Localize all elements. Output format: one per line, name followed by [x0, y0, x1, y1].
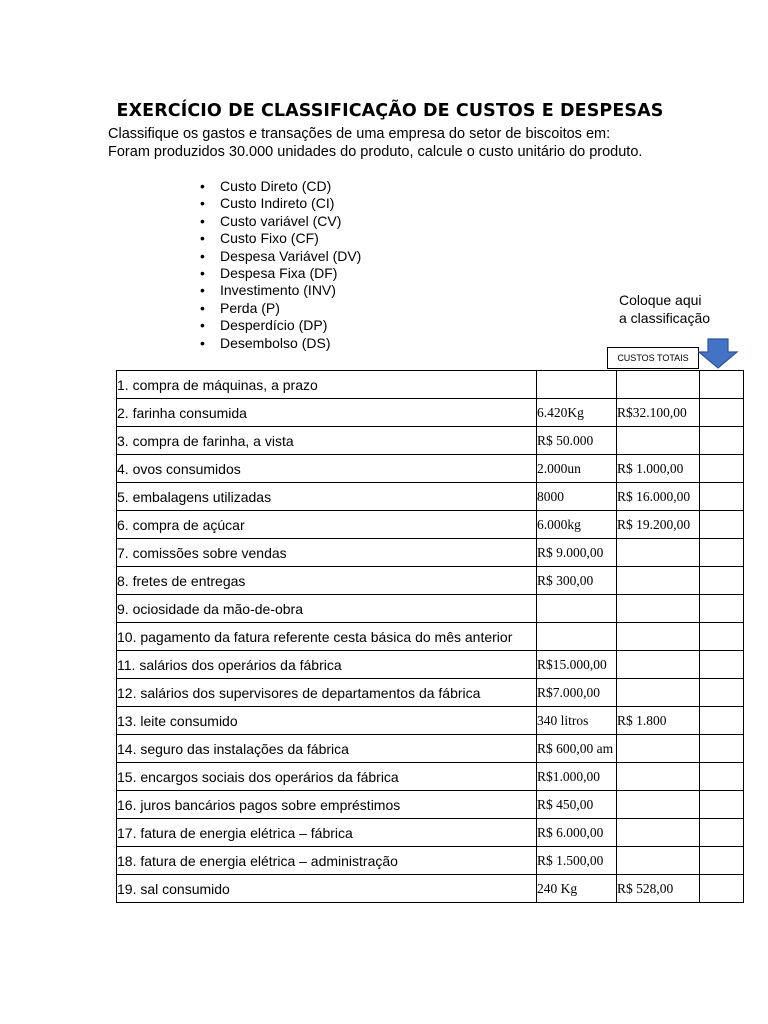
item-total-cost-text — [617, 860, 699, 861]
bullet-icon: • — [200, 230, 205, 247]
item-total-cost — [617, 399, 700, 427]
item-quantity — [537, 623, 617, 651]
table-row — [117, 567, 744, 595]
table-row — [117, 595, 744, 623]
item-total-cost — [617, 595, 700, 623]
classification-cell[interactable] — [700, 427, 744, 455]
table-row — [117, 511, 744, 539]
item-total-cost-text — [617, 580, 699, 581]
item-quantity-text: R$ 50.000 — [537, 433, 594, 448]
classification-cell[interactable] — [700, 679, 744, 707]
item-total-cost — [617, 371, 700, 399]
list-item: • Desembolso (DS) — [200, 334, 331, 351]
item-quantity — [537, 875, 617, 903]
item-quantity-text: R$ 300,00 — [537, 573, 594, 588]
item-description: 14. seguro das instalações da fábrica — [117, 735, 537, 763]
item-total-cost-text — [617, 692, 699, 693]
item-total-cost — [617, 847, 700, 875]
item-description: 18. fatura de energia elétrica – administração — [117, 847, 537, 875]
item-quantity-text: 6.420Kg — [537, 405, 584, 420]
item-description: 2. farinha consumida — [117, 399, 537, 427]
table-row — [117, 707, 744, 735]
item-total-cost-text — [617, 804, 699, 805]
item-quantity — [537, 791, 617, 819]
item-total-cost — [617, 679, 700, 707]
table-row — [117, 399, 744, 427]
item-quantity — [537, 371, 617, 399]
bullet-icon: • — [200, 195, 205, 212]
table-row — [117, 791, 744, 819]
item-total-cost-text — [617, 832, 699, 833]
item-total-cost — [617, 455, 700, 483]
item-description: 7. comissões sobre vendas — [117, 539, 537, 567]
classification-cell[interactable] — [700, 623, 744, 651]
item-total-cost-text — [617, 748, 699, 749]
item-quantity — [537, 567, 617, 595]
costs-table — [116, 370, 744, 903]
item-total-cost — [617, 567, 700, 595]
item-quantity-text: R$1.000,00 — [537, 769, 601, 784]
item-description: 6. compra de açúcar — [117, 511, 537, 539]
item-quantity-text: R$ 9.000,00 — [537, 545, 604, 560]
table-row — [117, 875, 744, 903]
item-quantity-text: 240 Kg — [537, 881, 578, 896]
classification-list — [200, 178, 361, 352]
bullet-icon: • — [200, 265, 205, 282]
item-description: 16. juros bancários pagos sobre empréstimos — [117, 791, 537, 819]
down-arrow-icon — [698, 338, 740, 370]
classification-cell[interactable] — [700, 791, 744, 819]
item-total-cost-text — [617, 608, 699, 609]
item-description: 12. salários dos supervisores de departamentos da fábrica — [117, 679, 537, 707]
list-item: • Custo Direto (CD) — [200, 178, 332, 194]
classification-cell[interactable] — [700, 735, 744, 763]
list-item: • Investimento (INV) — [200, 282, 336, 299]
bullet-icon: • — [200, 282, 205, 299]
item-total-cost-text: R$ 16.000,00 — [617, 489, 691, 504]
bullet-icon: • — [200, 247, 205, 264]
table-row — [117, 735, 744, 763]
item-quantity — [537, 511, 617, 539]
item-total-cost — [617, 427, 700, 455]
item-quantity-text: 6.000kg — [537, 517, 581, 532]
classification-cell[interactable] — [700, 539, 744, 567]
note-line: a classificação — [619, 310, 711, 326]
item-description: 19. sal consumido — [117, 875, 537, 903]
list-item: • Despesa Fixa (DF) — [200, 265, 338, 282]
bullet-icon: • — [200, 299, 205, 316]
table-row — [117, 539, 744, 567]
item-quantity-text — [537, 608, 616, 609]
item-description: 8. fretes de entregas — [117, 567, 537, 595]
classification-note — [619, 291, 710, 327]
item-quantity — [537, 455, 617, 483]
classification-cell[interactable] — [700, 567, 744, 595]
item-total-cost — [617, 791, 700, 819]
classification-cell[interactable] — [700, 819, 744, 847]
table-row — [117, 847, 744, 875]
item-total-cost — [617, 763, 700, 791]
item-total-cost — [617, 483, 700, 511]
item-quantity — [537, 651, 617, 679]
item-description: 4. ovos consumidos — [117, 455, 537, 483]
item-quantity-text: R$ 600,00 am — [537, 741, 614, 756]
classification-cell[interactable] — [700, 371, 744, 399]
item-quantity — [537, 679, 617, 707]
classification-cell[interactable] — [700, 399, 744, 427]
list-item: • Custo Indireto (CI) — [200, 195, 335, 212]
item-quantity-text: R$ 6.000,00 — [537, 825, 604, 840]
table-row — [117, 763, 744, 791]
classification-cell[interactable] — [700, 651, 744, 679]
item-quantity — [537, 763, 617, 791]
list-item: • Custo variável (CV) — [200, 212, 342, 229]
item-quantity-text: R$ 1.500,00 — [537, 853, 604, 868]
item-quantity — [537, 483, 617, 511]
item-total-cost-text — [617, 384, 699, 385]
classification-cell[interactable] — [700, 875, 744, 903]
item-total-cost-text — [617, 664, 699, 665]
list-item: • Despesa Variável (DV) — [200, 247, 362, 264]
item-total-cost — [617, 819, 700, 847]
classification-cell[interactable] — [700, 455, 744, 483]
list-item: • Custo Fixo (CF) — [200, 230, 319, 247]
bullet-icon: • — [200, 212, 205, 229]
item-description: 17. fatura de energia elétrica – fábrica — [117, 819, 537, 847]
item-description: 9. ociosidade da mão-de-obra — [117, 595, 537, 623]
item-total-cost — [617, 539, 700, 567]
table-row — [117, 427, 744, 455]
item-total-cost — [617, 875, 700, 903]
item-total-cost — [617, 511, 700, 539]
item-total-cost — [617, 707, 700, 735]
item-quantity-text: R$15.000,00 — [537, 657, 607, 672]
arrow-shape — [699, 339, 737, 368]
item-quantity — [537, 819, 617, 847]
item-total-cost-text: R$32.100,00 — [617, 405, 687, 420]
item-quantity — [537, 595, 617, 623]
item-description: 1. compra de máquinas, a prazo — [117, 371, 537, 399]
classification-cell[interactable] — [700, 763, 744, 791]
item-total-cost-text: R$ 528,00 — [617, 881, 674, 896]
table-row — [117, 819, 744, 847]
item-total-cost-text — [617, 636, 699, 637]
classification-cell[interactable] — [700, 483, 744, 511]
item-total-cost — [617, 623, 700, 651]
bullet-icon: • — [200, 178, 205, 194]
table-row — [117, 483, 744, 511]
item-description: 3. compra de farinha, a vista — [117, 427, 537, 455]
bullet-icon: • — [200, 317, 205, 334]
item-description: 15. encargos sociais dos operários da fábrica — [117, 763, 537, 791]
item-quantity-text — [537, 636, 616, 637]
item-quantity-text — [537, 384, 616, 385]
page-title: EXERCÍCIO DE CLASSIFICAÇÃO DE CUSTOS E DESPESAS — [116, 101, 664, 121]
item-quantity — [537, 735, 617, 763]
item-quantity-text: 8000 — [537, 489, 564, 504]
list-item: • Desperdício (DP) — [200, 317, 328, 334]
table-row — [117, 455, 744, 483]
instruction-line: Foram produzidos 30.000 unidades do produto, calcule o custo unitário do produto. — [108, 143, 643, 160]
item-total-cost-text: R$ 1.800 — [617, 713, 667, 728]
table-body — [117, 371, 744, 903]
item-total-cost-text — [617, 776, 699, 777]
classification-cell[interactable] — [700, 847, 744, 875]
table-row — [117, 679, 744, 707]
item-quantity — [537, 539, 617, 567]
table-row — [117, 623, 744, 651]
note-line: Coloque aqui — [619, 292, 702, 308]
item-total-cost — [617, 651, 700, 679]
item-quantity — [537, 399, 617, 427]
instructions — [108, 126, 642, 161]
item-quantity-text: R$ 450,00 — [537, 797, 594, 812]
item-quantity-text: 340 litros — [537, 713, 589, 728]
classification-cell[interactable] — [700, 511, 744, 539]
item-quantity-text: R$7.000,00 — [537, 685, 601, 700]
item-quantity — [537, 847, 617, 875]
bullet-icon: • — [200, 334, 205, 351]
item-description: 11. salários dos operários da fábrica — [117, 651, 537, 679]
item-total-cost — [617, 735, 700, 763]
item-quantity — [537, 707, 617, 735]
item-description: 10. pagamento da fatura referente cesta básica do mês anterior — [117, 623, 537, 651]
item-total-cost-text: R$ 1.000,00 — [617, 461, 684, 476]
item-quantity-text: 2.000un — [537, 461, 581, 476]
item-total-cost-text — [617, 440, 699, 441]
classification-cell[interactable] — [700, 707, 744, 735]
item-description: 5. embalagens utilizadas — [117, 483, 537, 511]
item-description: 13. leite consumido — [117, 707, 537, 735]
classification-cell[interactable] — [700, 595, 744, 623]
item-quantity — [537, 427, 617, 455]
item-total-cost-text — [617, 552, 699, 553]
item-total-cost-text: R$ 19.200,00 — [617, 517, 691, 532]
table-row — [117, 371, 744, 399]
costs-totals-header: CUSTOS TOTAIS — [607, 347, 699, 369]
instruction-line: Classifique os gastos e transações de uma empresa do setor de biscoitos em: — [108, 126, 611, 142]
list-item: • Perda (P) — [200, 299, 280, 316]
table-row — [117, 651, 744, 679]
